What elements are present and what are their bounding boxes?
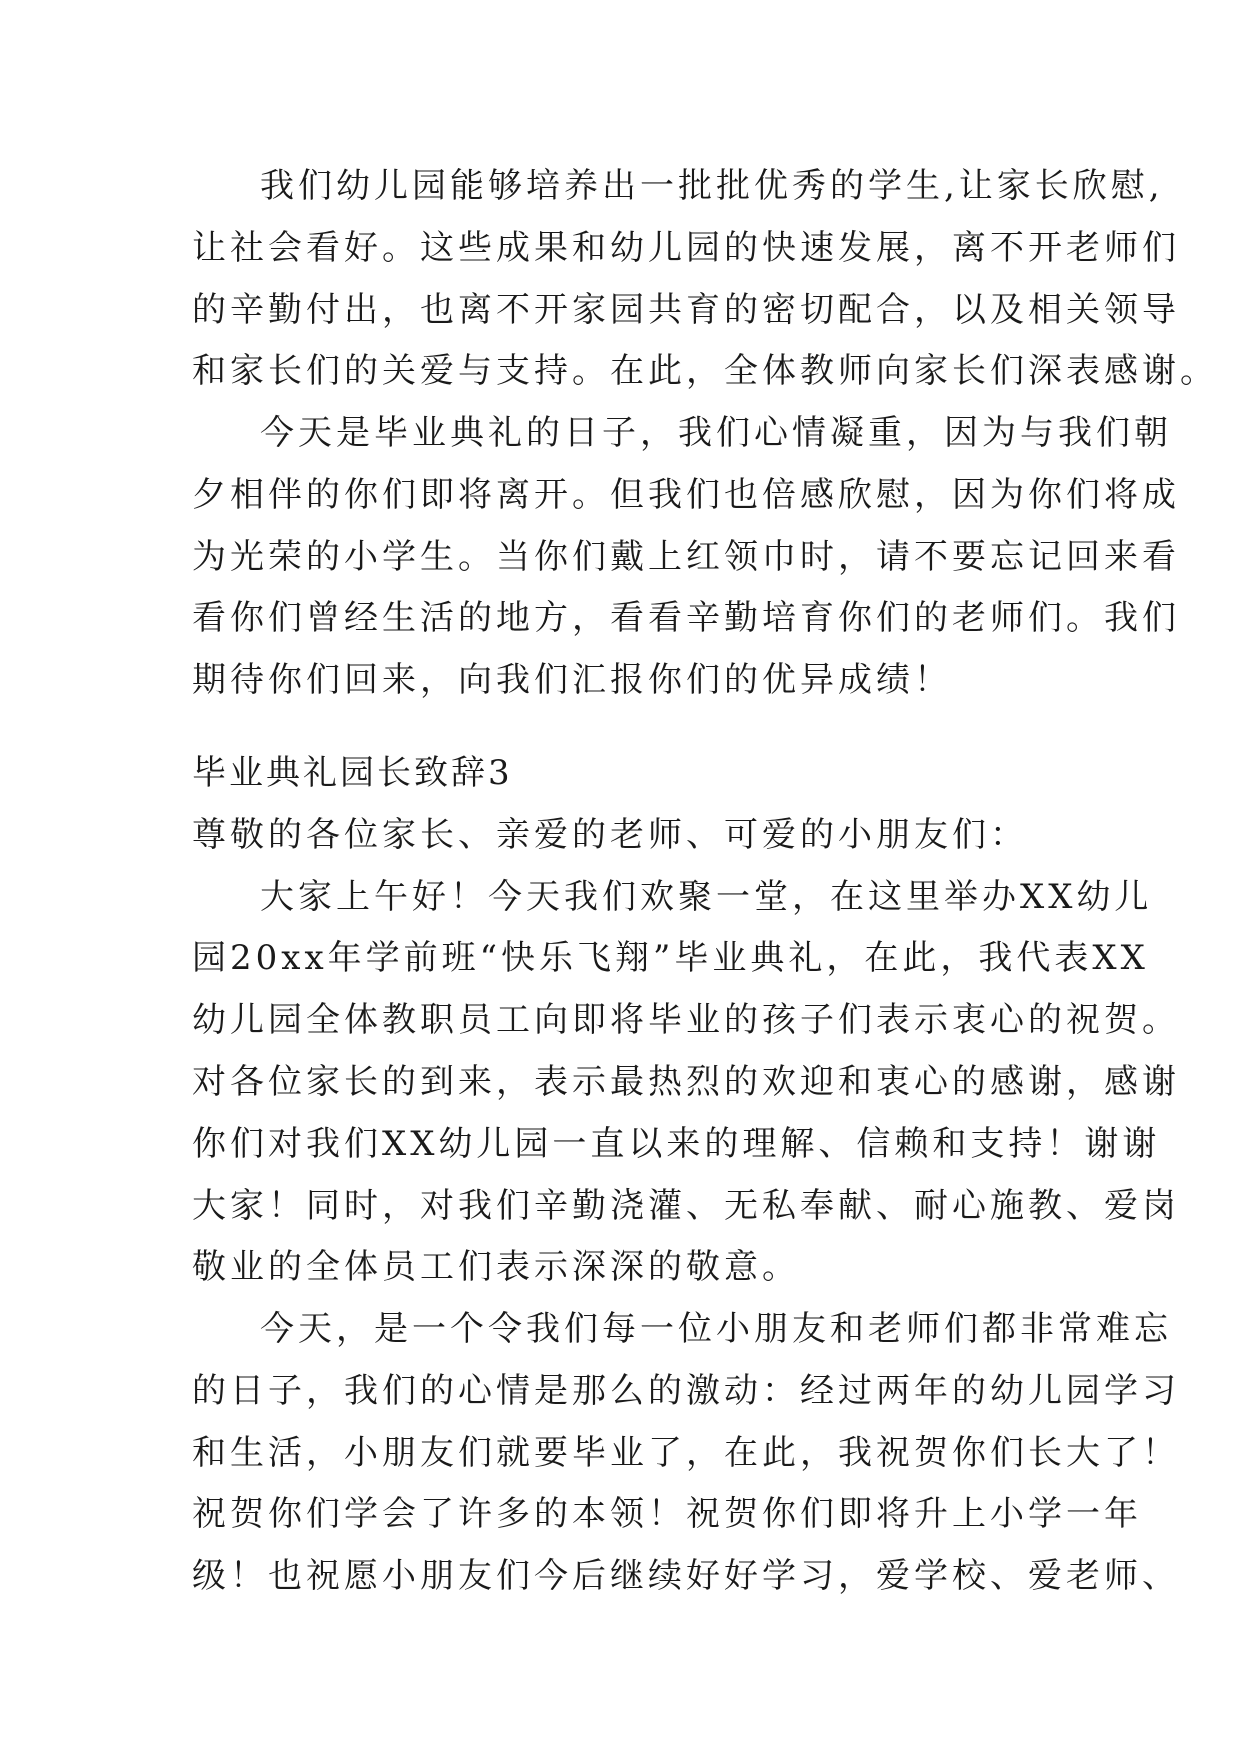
paragraph-1-line-4: 和家长们的关爱与支持。在此，全体教师向家长们深表感谢。 [192, 351, 1218, 391]
paragraph-3-line-7: 敬业的全体员工们表示深深的敬意。 [192, 1247, 800, 1287]
paragraph-2-line-3: 为光荣的小学生。当你们戴上红领巾时，请不要忘记回来看 [192, 537, 1180, 577]
paragraph-2-line-5: 期待你们回来，向我们汇报你们的优异成绩！ [192, 660, 952, 700]
section-title: 毕业典礼园长致辞3 [192, 753, 513, 793]
paragraph-3-line-4: 对各位家长的到来，表示最热烈的欢迎和衷心的感谢，感谢 [192, 1062, 1180, 1102]
paragraph-1-line-2: 让社会看好。这些成果和幼儿园的快速发展，离不开老师们 [192, 228, 1180, 268]
paragraph-4-line-4: 祝贺你们学会了许多的本领！祝贺你们即将升上小学一年 [192, 1494, 1142, 1534]
paragraph-2-line-1: 今天是毕业典礼的日子，我们心情凝重，因为与我们朝 [260, 413, 1172, 453]
paragraph-4-line-3: 和生活，小朋友们就要毕业了，在此，我祝贺你们长大了！ [192, 1433, 1180, 1473]
paragraph-3-line-6: 大家！同时，对我们辛勤浇灌、无私奉献、耐心施教、爱岗 [192, 1186, 1180, 1226]
paragraph-3-line-5: 你们对我们XX幼儿园一直以来的理解、信赖和支持！谢谢 [192, 1124, 1161, 1164]
paragraph-4-line-1: 今天，是一个令我们每一位小朋友和老师们都非常难忘 [260, 1309, 1172, 1349]
paragraph-4-line-2: 的日子，我们的心情是那么的激动：经过两年的幼儿园学习 [192, 1371, 1180, 1411]
paragraph-4-line-5: 级！也祝愿小朋友们今后继续好好学习，爱学校、爱老师、 [192, 1556, 1180, 1596]
paragraph-3-line-3: 幼儿园全体教职员工向即将毕业的孩子们表示衷心的祝贺。 [192, 1000, 1180, 1040]
paragraph-1-line-3: 的辛勤付出，也离不开家园共育的密切配合，以及相关领导 [192, 290, 1180, 330]
paragraph-2-line-2: 夕相伴的你们即将离开。但我们也倍感欣慰，因为你们将成 [192, 475, 1180, 515]
salutation: 尊敬的各位家长、亲爱的老师、可爱的小朋友们： [192, 815, 1028, 855]
paragraph-1-line-1: 我们幼儿园能够培养出一批批优秀的学生,让家长欣慰, [260, 166, 1164, 206]
paragraph-3-line-1: 大家上午好！今天我们欢聚一堂，在这里举办XX幼儿 [260, 877, 1153, 917]
paragraph-2-line-4: 看你们曾经生活的地方，看看辛勤培育你们的老师们。我们 [192, 598, 1180, 638]
paragraph-3-line-2: 园20xx年学前班“快乐飞翔”毕业典礼，在此，我代表XX [192, 938, 1149, 978]
